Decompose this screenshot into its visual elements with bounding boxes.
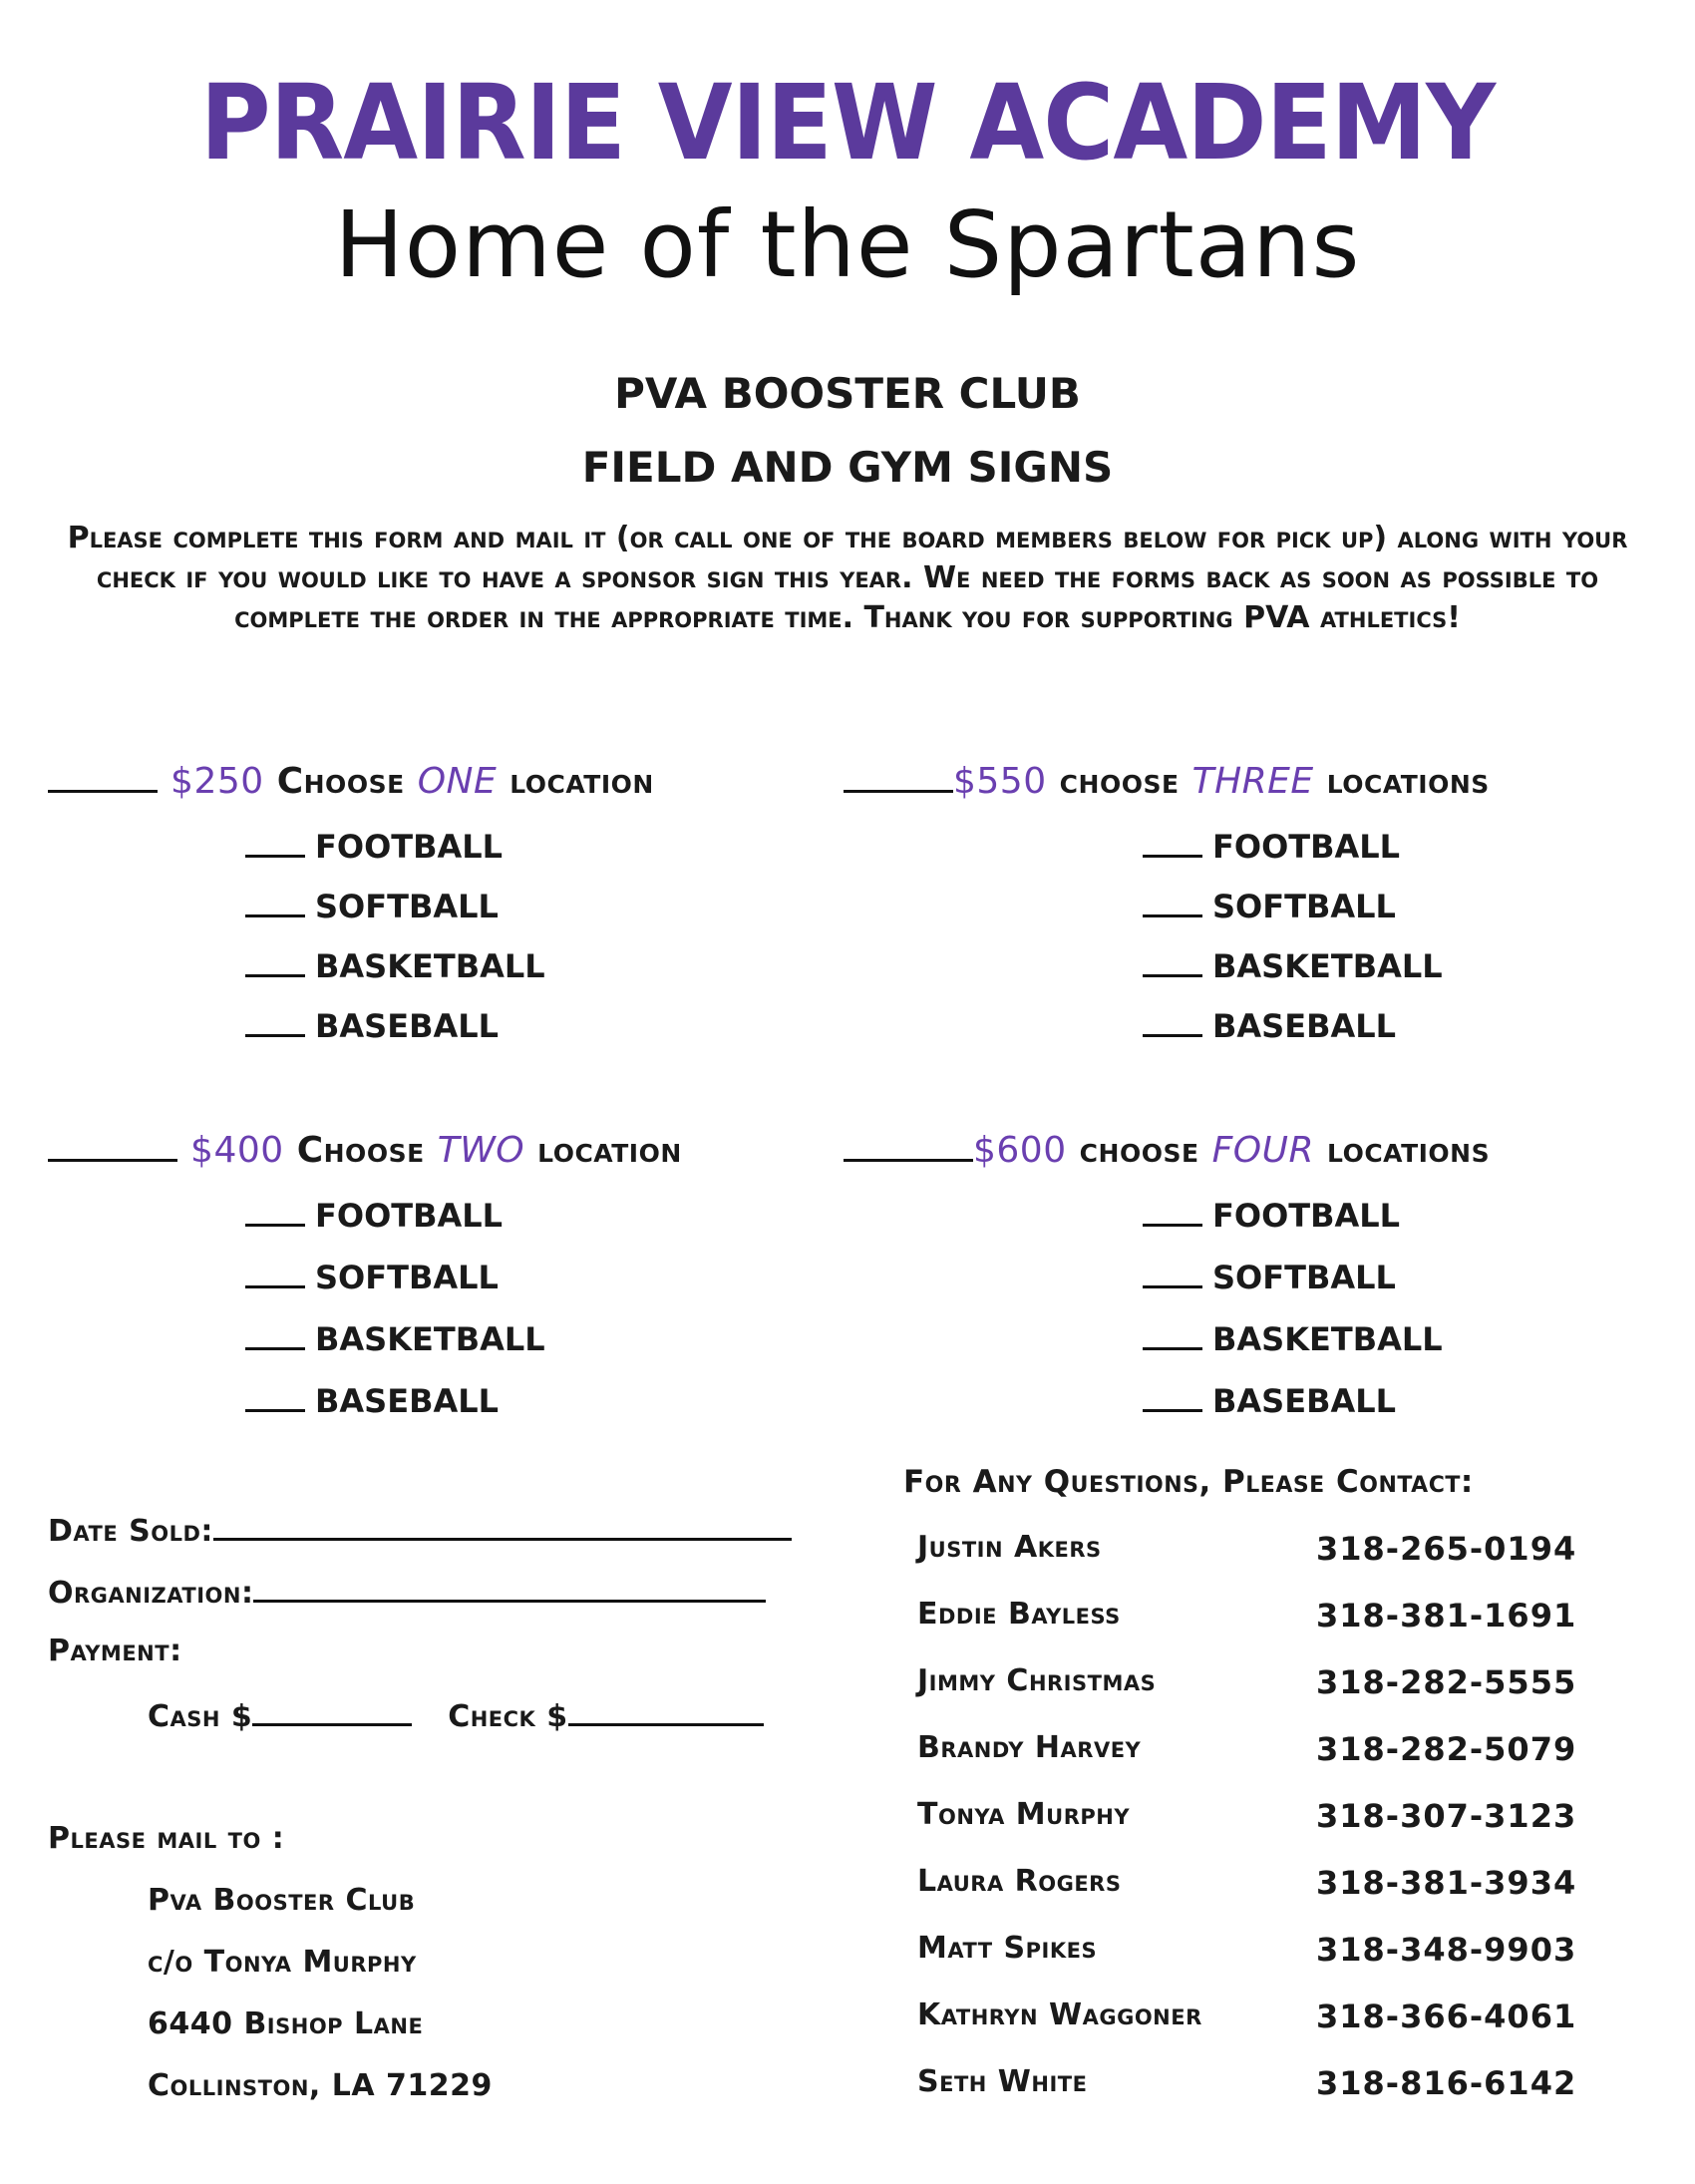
checkbox-line[interactable] — [1143, 1321, 1202, 1350]
contact-name: Jimmy Christmas — [917, 1663, 1157, 1698]
cash-input[interactable] — [252, 1695, 412, 1726]
contact-row — [917, 1998, 1575, 2037]
option-basketball[interactable]: BASKETBALL — [245, 1320, 545, 1358]
contact-row — [917, 1864, 1575, 1904]
contact-row — [917, 1730, 1575, 1770]
package-250 — [48, 760, 826, 802]
checkbox-line[interactable] — [1143, 1260, 1202, 1288]
package-label-post: location — [537, 1130, 682, 1171]
club-title: PVA BOOSTER CLUB — [614, 369, 1081, 418]
contact-name: Kathryn Waggoner — [917, 1998, 1202, 2032]
package-600 — [844, 1129, 1621, 1171]
checkbox-line[interactable] — [245, 1198, 305, 1227]
contact-name: Brandy Harvey — [917, 1730, 1142, 1765]
package-label-pre: Choose — [276, 761, 405, 802]
contact-name: Eddie Bayless — [917, 1597, 1121, 1632]
package-label-post: location — [509, 761, 654, 802]
option-football[interactable]: FOOTBALL — [245, 828, 503, 866]
option-baseball[interactable]: BASEBALL — [1143, 1382, 1396, 1420]
checkbox-line[interactable] — [1143, 1008, 1202, 1037]
mail-address-line: Pva Booster Club — [148, 1883, 416, 1918]
option-baseball[interactable]: BASEBALL — [245, 1007, 499, 1045]
package-550 — [844, 760, 1621, 802]
package-select-line[interactable] — [48, 1129, 177, 1162]
option-softball[interactable]: SOFTBALL — [245, 1259, 499, 1296]
contact-phone: 318-265-0194 — [1316, 1530, 1577, 1568]
package-count: ONE — [417, 761, 498, 802]
option-basketball[interactable]: BASKETBALL — [1143, 1320, 1443, 1358]
organization-input[interactable] — [253, 1572, 766, 1603]
contact-name: Justin Akers — [917, 1530, 1102, 1565]
checkbox-line[interactable] — [1143, 829, 1202, 858]
cash-label: Cash $ — [148, 1699, 253, 1734]
checkbox-line[interactable] — [1143, 889, 1202, 917]
checkbox-line[interactable] — [245, 1008, 305, 1037]
payment-row — [148, 1695, 764, 1734]
date-sold-input[interactable] — [213, 1510, 792, 1541]
contact-name: Seth White — [917, 2064, 1088, 2099]
organization-label: Organization: — [48, 1576, 254, 1611]
option-basketball[interactable]: BASKETBALL — [1143, 947, 1443, 985]
contact-phone: 318-307-3123 — [1316, 1797, 1577, 1835]
package-label-pre: Choose — [296, 1130, 425, 1171]
contact-row — [917, 1931, 1575, 1971]
checkbox-line[interactable] — [1143, 948, 1202, 977]
package-heading — [48, 760, 826, 802]
checkbox-line[interactable] — [245, 889, 305, 917]
package-heading — [844, 760, 1621, 802]
package-price: $400 — [190, 1130, 284, 1171]
package-400 — [48, 1129, 826, 1171]
contact-row — [917, 1797, 1575, 1837]
option-softball[interactable]: SOFTBALL — [245, 888, 499, 925]
mail-address-line: 6440 Bishop Lane — [148, 2006, 424, 2041]
mail-address-line: Collinston, LA 71229 — [148, 2068, 493, 2103]
mail-address-line: c/o Tonya Murphy — [148, 1945, 417, 1980]
option-basketball[interactable]: BASKETBALL — [245, 947, 545, 985]
contact-phone: 318-816-6142 — [1316, 2064, 1577, 2102]
school-name: PRAIRIE VIEW ACADEMY — [199, 62, 1496, 183]
contact-phone: 318-348-9903 — [1316, 1931, 1577, 1969]
contact-heading: For Any Questions, Please Contact: — [903, 1464, 1474, 1500]
contact-row — [917, 1663, 1575, 1703]
contact-phone: 318-282-5079 — [1316, 1730, 1577, 1768]
option-baseball[interactable]: BASEBALL — [245, 1382, 499, 1420]
package-select-line[interactable] — [844, 1129, 973, 1162]
option-football[interactable]: FOOTBALL — [1143, 1197, 1400, 1235]
check-label: Check $ — [448, 1699, 568, 1734]
contact-phone: 318-282-5555 — [1316, 1663, 1577, 1701]
contact-phone: 318-381-1691 — [1316, 1597, 1577, 1635]
package-heading — [48, 1129, 826, 1171]
form-title: FIELD AND GYM SIGNS — [581, 443, 1114, 492]
contact-phone: 318-366-4061 — [1316, 1998, 1577, 2035]
option-softball[interactable]: SOFTBALL — [1143, 888, 1396, 925]
package-label-pre: choose — [1059, 761, 1180, 802]
checkbox-line[interactable] — [245, 1383, 305, 1412]
contact-name: Laura Rogers — [917, 1864, 1122, 1899]
date-sold-field — [48, 1510, 792, 1549]
contact-phone: 318-381-3934 — [1316, 1864, 1577, 1902]
check-input[interactable] — [568, 1695, 764, 1726]
payment-label: Payment: — [48, 1634, 182, 1668]
package-label-pre: choose — [1079, 1130, 1199, 1171]
checkbox-line[interactable] — [245, 829, 305, 858]
package-price: $250 — [170, 761, 264, 802]
date-sold-label: Date Sold: — [48, 1514, 213, 1549]
option-football[interactable]: FOOTBALL — [1143, 828, 1400, 866]
package-select-line[interactable] — [48, 760, 158, 793]
organization-field — [48, 1572, 766, 1611]
intro-text: Please complete this form and mail it (or call one of the board members below for pick up) along with your check if you would like to have a sponsor sign this year. We need the forms back as soon as possible to complete the order in the appropriate time. Thank you for supporting PVA athletics! — [67, 521, 1628, 635]
contact-name: Matt Spikes — [917, 1931, 1098, 1966]
checkbox-line[interactable] — [1143, 1198, 1202, 1227]
option-baseball[interactable]: BASEBALL — [1143, 1007, 1396, 1045]
checkbox-line[interactable] — [245, 1260, 305, 1288]
package-label-post: locations — [1327, 1130, 1491, 1171]
package-price: $550 — [953, 761, 1047, 802]
checkbox-line[interactable] — [1143, 1383, 1202, 1412]
tagline: Home of the Spartans — [334, 191, 1361, 298]
checkbox-line[interactable] — [245, 1321, 305, 1350]
package-select-line[interactable] — [844, 760, 953, 793]
package-count: TWO — [437, 1130, 525, 1171]
package-count: THREE — [1191, 761, 1314, 802]
option-football[interactable]: FOOTBALL — [245, 1197, 503, 1235]
package-price: $600 — [973, 1130, 1067, 1171]
contact-row — [917, 1597, 1575, 1637]
mail-to-label: Please mail to : — [48, 1821, 285, 1856]
package-label-post: locations — [1326, 761, 1490, 802]
package-heading — [844, 1129, 1621, 1171]
checkbox-line[interactable] — [245, 948, 305, 977]
package-count: FOUR — [1211, 1130, 1314, 1171]
option-softball[interactable]: SOFTBALL — [1143, 1259, 1396, 1296]
contact-row — [917, 1530, 1575, 1570]
contact-name: Tonya Murphy — [917, 1797, 1131, 1832]
contact-row — [917, 2064, 1575, 2104]
